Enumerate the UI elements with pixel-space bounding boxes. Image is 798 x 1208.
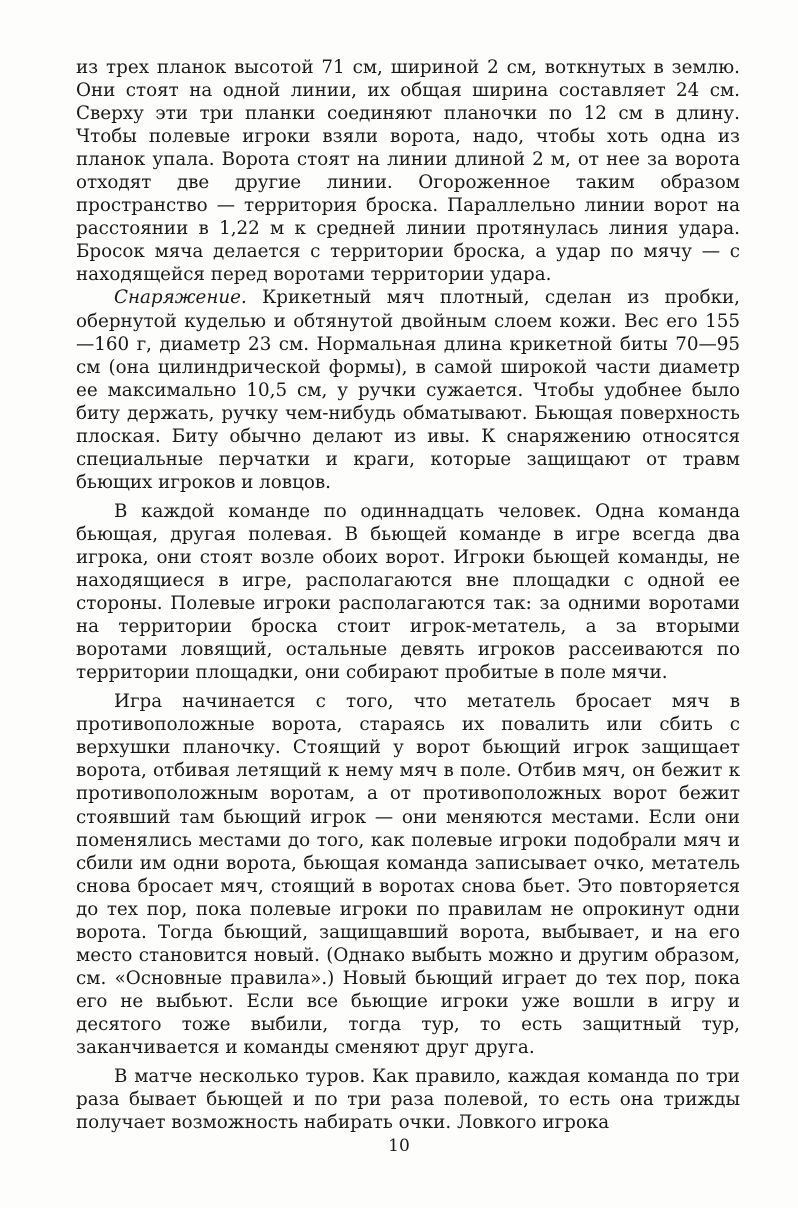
paragraph-text: В матче несколько туров. Как правило, каждая команда по три раза бывает бьющей и по три раза полевой, то есть она трижды получает возможность набирать очки. Ловкого игрока <box>76 1066 740 1134</box>
paragraph-lead-equipment: Снаряжение. <box>114 287 247 309</box>
body-text <box>76 56 740 1140</box>
paragraph-text: Игра начинается с того, что метатель бросает мяч в противоположные ворота, стараясь их повалить или сбить с верхушки планочку. Стоящий у ворот бьющий игрок защищает ворота, отбивая летящий к нему мяч в поле. Отбив мяч, он бежит к противоположным воротам, а от противоположных ворот бежит стоявший там бьющий игрок — они меняются местами. Если они поменялись местами до того, как полевые игроки подобрали мяч и сбили им одни ворота, бьющая команда записывает очко, метатель снова бросает мяч, стоящий в воротах снова бьет. Это повторяется до тех пор, пока полевые игроки по правилам не опрокинут одни ворота. Тогда бьющий, защищавший ворота, выбывает, и на его место становится новый. (Однако выбыть можно и другим образом, см. «Основные правила».) Новый бьющий играет до тех пор, пока его не выбьют. Если все бьющие игроки уже вошли в игру и десятого тоже выбили, тогда тур, то есть защитный тур, заканчивается и команды сменяют друг друга. <box>76 691 740 1058</box>
paragraph-match-turns <box>76 1065 740 1134</box>
paragraph-game-flow <box>76 690 740 1059</box>
paragraph-text: Крикетный мяч плотный, сделан из пробки, обернутой куделью и обтянутой двойным слоем кожи. Вес его 155—160 г, диаметр 23 см. Нормальная длина крикетной биты 70—95 см (она цилиндрической формы), в самой широкой части диаметр ее максимально 10,5 см, у ручки сужается. Чтобы удобнее было биту держать, ручку чем-нибудь обматывают. Бьющая поверхность плоская. Биту обычно делают из ивы. К снаряжению относятся специальные перчатки и краги, которые защищают от травм бьющих игроков и ловцов. <box>76 287 740 493</box>
paragraph-goal-description <box>76 56 740 286</box>
paragraph-teams <box>76 500 740 684</box>
paragraph-text: В каждой команде по одиннадцать человек. Одна команда бьющая, другая полевая. В бьющей команде в игре всегда два игрока, они стоят возле обоих ворот. Игроки бьющей команды, не находящиеся в игре, располагаются вне площадки с одной ее стороны. Полевые игроки располагаются так: за одними воротами на территории броска стоит игрок-метатель, а за вторыми воротами ловящий, остальные девять игроков рассеиваются по территории площадки, они собирают пробитые в поле мячи. <box>76 500 740 684</box>
paragraph-equipment <box>76 286 740 493</box>
paragraph-text: из трех планок высотой 71 см, шириной 2 см, воткнутых в землю. Они стоят на одной линии, их общая ширина составляет 24 см. Сверху эти три планки соединяют планочки по 12 см в длину. Чтобы полевые игроки взяли ворота, надо, чтобы хоть одна из планок упала. Ворота стоят на линии длиной 2 м, от нее за ворота отходят две другие линии. Огороженное таким образом пространство — территория броска. Параллельно линии ворот на расстоянии в 1,22 м к средней линии протянулась линия удара. Бросок мяча делается с территории броска, а удар по мячу — с находящейся перед воротами территории удара. <box>76 57 740 286</box>
page-number: 10 <box>388 1136 410 1156</box>
